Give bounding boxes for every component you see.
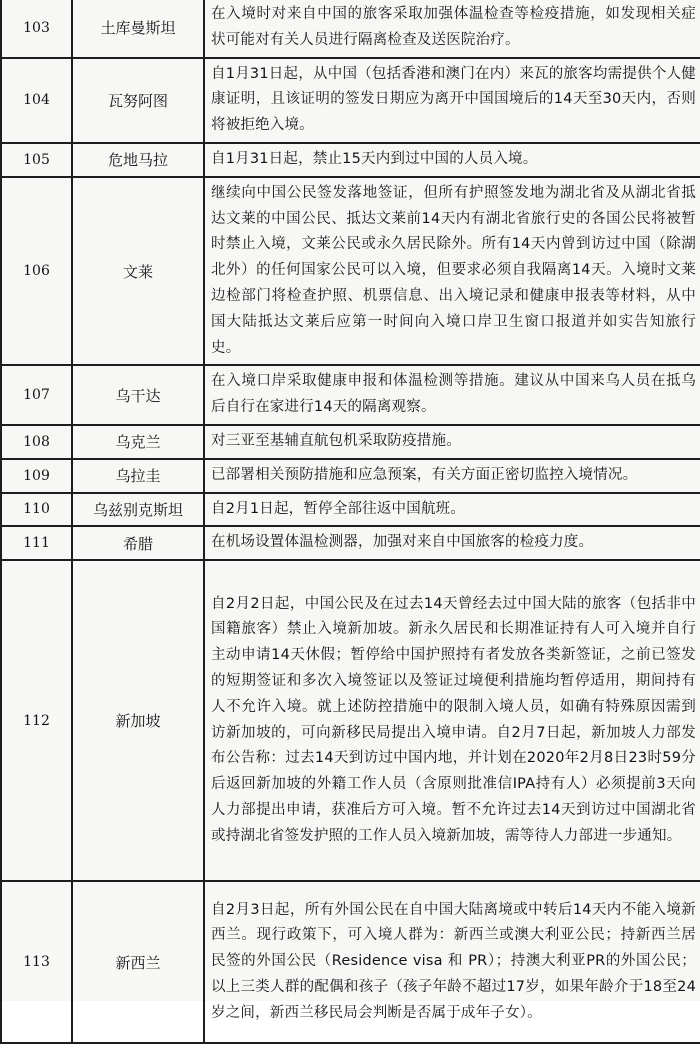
row-number: 106 — [1, 177, 72, 366]
country-name: 乌兹别克斯坦 — [72, 493, 204, 527]
table-row — [1, 0, 700, 58]
table-row — [1, 58, 700, 143]
policy-measures: 在入境口岸采取健康申报和体温检测等措施。建议从中国来乌人员在抵乌后自行在家进行14天的隔离观察。 — [204, 365, 700, 425]
country-name: 希腊 — [72, 526, 204, 560]
table-row — [1, 881, 700, 1043]
policy-measures: 已部署相关预防措施和应急预案，有关方面正密切监控入境情况。 — [204, 459, 700, 493]
row-number: 113 — [1, 881, 72, 1043]
table-row — [1, 177, 700, 366]
policy-measures: 对三亚至基辅直航包机采取防疫措施。 — [204, 425, 700, 459]
table-row — [1, 560, 700, 881]
policy-measures: 自1月31日起，从中国（包括香港和澳门在内）来瓦的旅客均需提供个人健康证明，且该证明的签发日期应为离开中国国境后的14天至30天内，否则将被拒绝入境。 — [204, 58, 700, 143]
country-name: 新西兰 — [72, 881, 204, 1043]
row-number: 108 — [1, 425, 72, 459]
country-name: 乌拉圭 — [72, 459, 204, 493]
policy-measures: 自2月1日起，暂停全部往返中国航班。 — [204, 493, 700, 527]
table-row — [1, 526, 700, 560]
table-row — [1, 143, 700, 177]
country-name: 文莱 — [72, 177, 204, 366]
country-name: 新加坡 — [72, 560, 204, 881]
policy-measures: 继续向中国公民签发落地签证，但所有护照签发地为湖北省及从湖北省抵达文莱的中国公民、抵达文莱前14天内有湖北省旅行史的各国公民将被暂时禁止入境，文莱公民或永久居民除外。所有14天内曾到访过中国（除湖北外）的任何国家公民可以入境，但要求必须自我隔离14天。入境时文莱边检部门将检查护照、机票信息、出入境记录和健康申报表等材料，从中国大陆抵达文莱后应第一时间向入境口岸卫生窗口报道并如实告知旅行史。 — [204, 177, 700, 366]
table-row — [1, 425, 700, 459]
row-number: 107 — [1, 365, 72, 425]
country-name: 瓦努阿图 — [72, 58, 204, 143]
row-number: 111 — [1, 526, 72, 560]
table-row — [1, 365, 700, 425]
policy-measures: 自2月2日起，中国公民及在过去14天曾经去过中国大陆的旅客（包括非中国籍旅客）禁止入境新加坡。新永久居民和长期准证持有人可入境并自行主动申请14天休假；暂停给中国护照持有者发放各类新签证，之前已签发的短期签证和多次入境签证以及签证过境便利措施均暂停适用，期间持有人不允许入境。就上述防控措施中的限制入境人员，如确有特殊原因需到访新加坡的，可向新移民局提出入境申请。自2月7日起，新加坡人力部发布公告称：过去14天到访过中国内地，并计划在2020年2月8日23时59分后返回新加坡的外籍工作人员（含原则批准信IPA持有人）必须提前3天向人力部提出申请，获准后方可入境。暂不允许过去14天到访过中国湖北省或持湖北省签发护照的工作人员入境新加坡，需等待人力部进一步通知。 — [204, 560, 700, 881]
row-number: 109 — [1, 459, 72, 493]
policy-measures: 自2月3日起，所有外国公民在自中国大陆离境或中转后14天内不能入境新西兰。现行政策下，可入境人群为：新西兰或澳大利亚公民；持新西兰居民签的外国公民（Residence visa 和 PR）；持澳大利亚PR的外国公民；以上三类人群的配偶和孩子（孩子年龄不超过17岁，如果年龄介于18至24岁之间，新西兰移民局会判断是否属于成年子女）。 — [204, 881, 700, 1043]
row-number: 103 — [1, 0, 72, 58]
country-name: 土库曼斯坦 — [72, 0, 204, 58]
table-row — [1, 493, 700, 527]
row-number: 104 — [1, 58, 72, 143]
country-name: 乌干达 — [72, 365, 204, 425]
table-row — [1, 459, 700, 493]
row-number: 112 — [1, 560, 72, 881]
country-name: 危地马拉 — [72, 143, 204, 177]
country-name: 乌克兰 — [72, 425, 204, 459]
row-number: 110 — [1, 493, 72, 527]
policy-measures: 在入境时对来自中国的旅客采取加强体温检查等检疫措施，如发现相关症状可能对有关人员进行隔离检查及送医院治疗。 — [204, 0, 700, 58]
policy-measures: 在机场设置体温检测器，加强对来自中国旅客的检疫力度。 — [204, 526, 700, 560]
row-number: 105 — [1, 143, 72, 177]
policy-measures: 自1月31日起，禁止15天内到过中国的人员入境。 — [204, 143, 700, 177]
